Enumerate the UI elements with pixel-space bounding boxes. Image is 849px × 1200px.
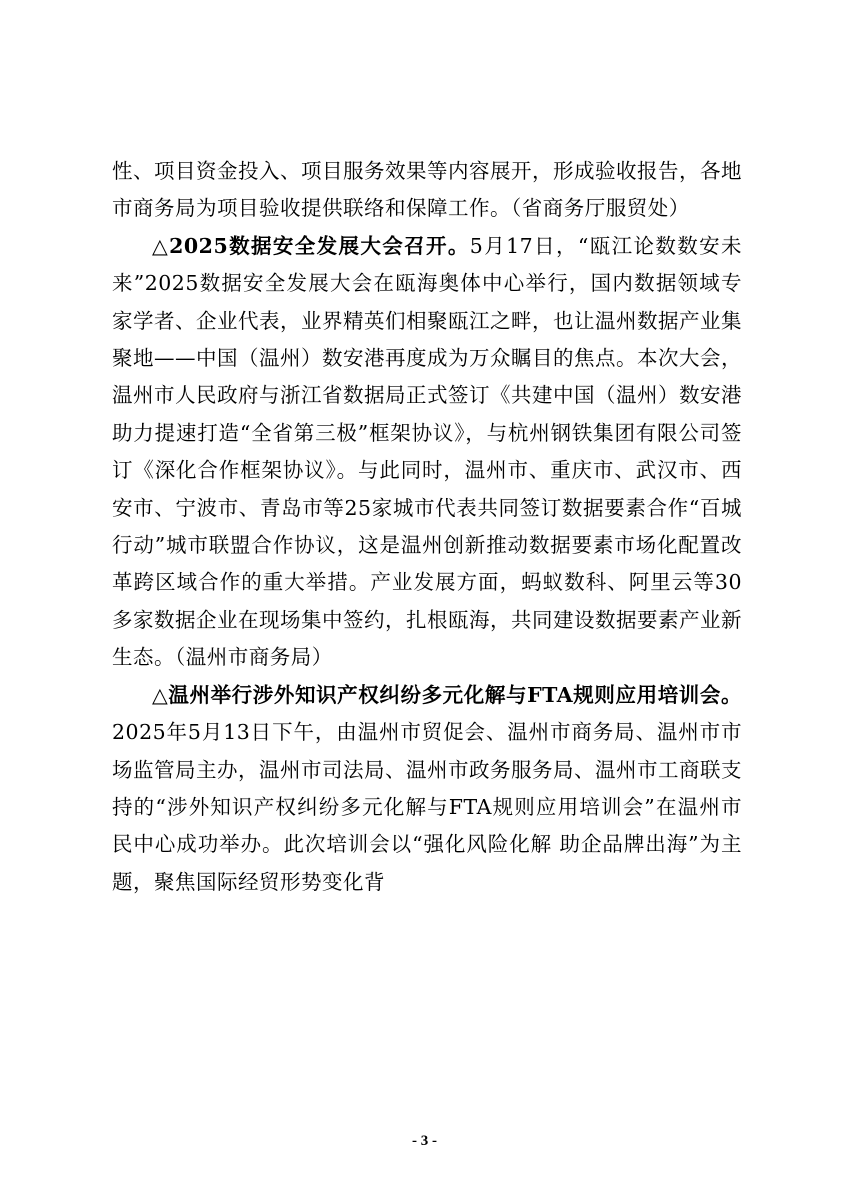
paragraph-1 bbox=[112, 153, 742, 228]
paragraph-3-text: 2025年5月13日下午，由温州市贸促会、温州市商务局、温州市市场监管局主办，温州市司法局、温州市政务服务局、温州市工商联支持的“涉外知识产权纠纷多元化解与FTA规则应用培训会”在温州市民中心成功举办。此次培训会以“强化风险化解 助企品牌出海”为主题，聚焦国际经贸形势变化背 bbox=[112, 720, 742, 894]
paragraph-1-text: 性、项目资金投入、项目服务效果等内容展开，形成验收报告，各地市商务局为项目验收提供联络和保障工作。（省商务厅服贸处） bbox=[112, 159, 742, 221]
paragraph-3-heading: △温州举行涉外知识产权纠纷多元化解与FTA规则应用培训会。 bbox=[152, 682, 742, 707]
body-text bbox=[112, 153, 742, 901]
paragraph-3 bbox=[112, 677, 742, 901]
paragraph-2 bbox=[112, 228, 742, 677]
paragraph-2-heading: △2025数据安全发展大会召开。 bbox=[152, 233, 470, 258]
page-number: - 3 - bbox=[412, 1133, 437, 1149]
paragraph-2-text: 5月17日，“瓯江论数数安未来”2025数据安全发展大会在瓯海奥体中心举行，国内数据领域专家学者、企业代表，业界精英们相聚瓯江之畔，也让温州数据产业集聚地——中国（温州）数安港再度成为万众瞩目的焦点。本次大会，温州市人民政府与浙江省数据局正式签订《共建中国（温州）数安港助力提速打造“全省第三极”框架协议》，与杭州钢铁集团有限公司签订《深化合作框架协议》。与此同时，温州市、重庆市、武汉市、西安市、宁波市、青岛市等25家城市代表共同签订数据要素合作“百城行动”城市联盟合作协议，这是温州创新推动数据要素市场化配置改革跨区域合作的重大举措。产业发展方面，蚂蚁数科、阿里云等30多家数据企业在现场集中签约，扎根瓯海，共同建设数据要素产业新生态。（温州市商务局） bbox=[112, 233, 742, 670]
